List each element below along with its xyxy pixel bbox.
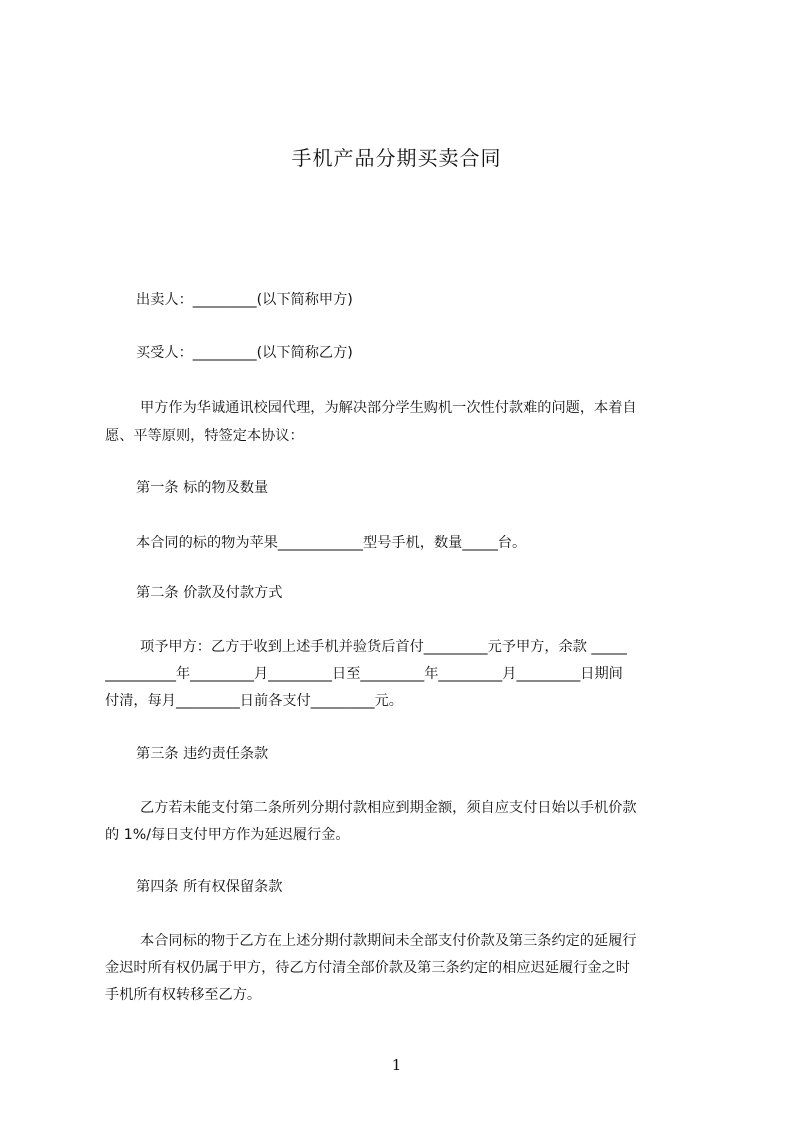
article1-body: 本合同的标的物为苹果____________型号手机，数量_____台。 [136,535,527,551]
buyer-line: 买受人：_________(以下简称乙方) [136,345,353,361]
document-title: 手机产品分期买卖合同 [291,146,502,170]
page-number: 1 [391,1056,402,1074]
article2-heading: 第二条 价款及付款方式 [136,585,283,601]
article4-body-line-1: 本合同标的物于乙方在上述分期付款期间未全部支付价款及第三条约定的延履行 [140,933,637,949]
article1-heading: 第一条 标的物及数量 [136,480,269,496]
article4-body-line-3: 手机所有权转移至乙方。 [105,987,262,1003]
article2-body-line-1: 项予甲方：乙方于收到上述手机并验货后首付_________元予甲方，余款 _____ [140,639,627,655]
preamble-line-1: 甲方作为华诚通讯校园代理，为解决部分学生购机一次性付款难的问题，本着自 [140,400,637,416]
seller-line: 出卖人：_________(以下简称甲方) [136,292,353,308]
article3-body-line-1: 乙方若未能支付第二条所列分期付款相应到期金额，须自应支付日始以手机价款 [140,800,637,816]
article3-heading: 第三条 违约责任条款 [136,746,269,762]
article3-body-line-2: 的 1%/每日支付甲方作为延迟履行金。 [105,827,350,843]
article4-heading: 第四条 所有权保留条款 [136,879,283,895]
preamble-line-2: 愿、平等原则，特签定本协议： [105,428,304,444]
article4-body-line-2: 金迟时所有权仍属于甲方，待乙方付清全部价款及第三条约定的相应迟延履行金之时 [105,960,630,976]
article2-body-line-2: __________年_________月_________日至_________年_________月_________日期间 [105,666,623,682]
article2-body-line-3: 付清，每月_________日前各支付_________元。 [105,693,403,709]
